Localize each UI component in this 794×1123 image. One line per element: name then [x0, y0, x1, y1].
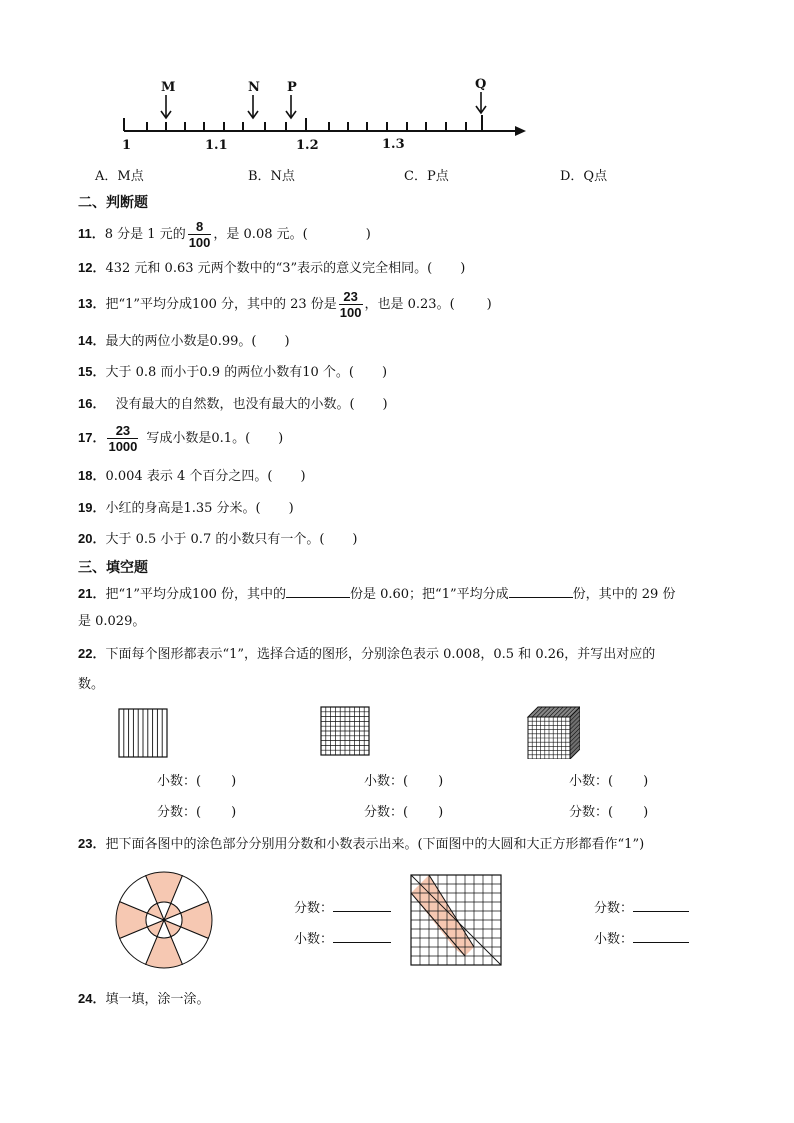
figure-tenths[interactable]	[118, 708, 168, 758]
question-number: 24．	[78, 991, 106, 1006]
question-number: 17．	[78, 430, 106, 445]
question-number: 15．	[78, 364, 106, 379]
fraction: $\frac{8}{100}$	[188, 219, 211, 250]
question-22: 22．下面每个图形都表示“1”，选择合适的图形，分别涂色表示 0.008，0.5 和 0.26，并写出对应的	[78, 646, 656, 662]
q23-fraction-1: 分数：	[294, 897, 391, 916]
fraction-label-3: 分数：( )	[569, 805, 649, 820]
figure-hundredths[interactable]	[320, 706, 370, 756]
question-13: 13．把“1”平均分成100 分，其中的 23 份是 $\frac{23}{100}$ ，也是 0.23。( )	[78, 289, 492, 320]
question-number: 11．	[78, 226, 105, 241]
question-number: 14．	[78, 333, 106, 348]
question-number: 21．	[78, 586, 106, 601]
figure-thousandths-cube[interactable]	[524, 703, 580, 759]
q23-fraction-2: 分数：	[594, 897, 689, 916]
section-title-judge: 二、判断题	[78, 194, 148, 210]
question-16: 16． 没有最大的自然数，也没有最大的小数。( )	[78, 396, 388, 412]
tick-label-1-2: 1.2	[296, 138, 319, 153]
tick-label-1-3: 1.3	[382, 137, 405, 152]
option-b[interactable]: B．N点	[248, 169, 295, 184]
question-14: 14．最大的两位小数是0.99。( )	[78, 333, 290, 349]
fraction-label-2: 分数：( )	[364, 805, 444, 820]
option-d[interactable]: D．Q点	[560, 169, 608, 184]
question-number: 12．	[78, 260, 106, 275]
marker-q: Q	[475, 77, 487, 92]
decimal-label-3: 小数：( )	[569, 774, 649, 789]
question-21-cont: 是 0.029。	[78, 614, 146, 629]
answer-blank[interactable]	[633, 928, 689, 943]
question-number: 18．	[78, 468, 106, 483]
question-12: 12．432 元和 0.63 元两个数中的“3”表示的意义完全相同。( )	[78, 260, 466, 276]
option-a[interactable]: A．M点	[95, 169, 144, 184]
decimal-label-1: 小数：( )	[157, 774, 237, 789]
fraction: $\frac{23}{100}$	[339, 289, 362, 320]
question-23: 23．把下面各图中的涂色部分分别用分数和小数表示出来。(下面图中的大圆和大正方形都看作“1”)	[78, 836, 645, 852]
answer-blank[interactable]	[286, 583, 350, 598]
shaded-grid-figure	[410, 874, 502, 966]
q23-decimal-2: 小数：	[594, 928, 689, 947]
marker-arrows	[161, 92, 486, 118]
decimal-label-2: 小数：( )	[364, 774, 444, 789]
question-number: 13．	[78, 296, 106, 311]
question-15: 15．大于 0.8 而小于0.9 的两位小数有10 个。( )	[78, 364, 388, 380]
marker-m: M	[161, 80, 176, 95]
fraction-label-1: 分数：( )	[157, 805, 237, 820]
marker-n: N	[248, 80, 260, 95]
question-11: 11．8 分是 1 元的 $\frac{8}{100}$ ，是 0.08 元。( )	[78, 219, 371, 250]
question-24: 24．填一填，涂一涂。	[78, 991, 210, 1007]
number-line	[110, 75, 540, 155]
shaded-circle-figure	[114, 870, 214, 970]
answer-blank[interactable]	[333, 928, 391, 943]
answer-blank[interactable]	[633, 897, 689, 912]
question-20: 20．大于 0.5 小于 0.7 的小数只有一个。( )	[78, 531, 358, 547]
section-title-fill: 三、填空题	[78, 559, 148, 575]
question-number: 20．	[78, 531, 106, 546]
option-c[interactable]: C．P点	[404, 169, 449, 184]
question-number: 16．	[78, 396, 106, 411]
tick-label-1: 1	[122, 138, 132, 153]
q23-decimal-1: 小数：	[294, 928, 391, 947]
question-22-cont: 数。	[78, 677, 105, 692]
question-17: 17． $\frac{23}{1000}$ 写成小数是0.1。( )	[78, 423, 284, 454]
question-number: 23．	[78, 836, 106, 851]
question-number: 19．	[78, 500, 106, 515]
question-21: 21．把“1”平均分成100 份，其中的 份是 0.60；把“1”平均分成 份，其中的 29 份	[78, 583, 675, 604]
tick-label-1-1: 1.1	[205, 138, 228, 153]
question-19: 19．小红的身高是1.35 分米。( )	[78, 500, 294, 516]
marker-p: P	[287, 80, 297, 95]
question-18: 18．0.004 表示 4 个百分之四。( )	[78, 468, 306, 484]
answer-blank[interactable]	[333, 897, 391, 912]
answer-blank[interactable]	[509, 583, 573, 598]
fraction: $\frac{23}{1000}$	[108, 423, 138, 454]
question-number: 22．	[78, 646, 106, 661]
